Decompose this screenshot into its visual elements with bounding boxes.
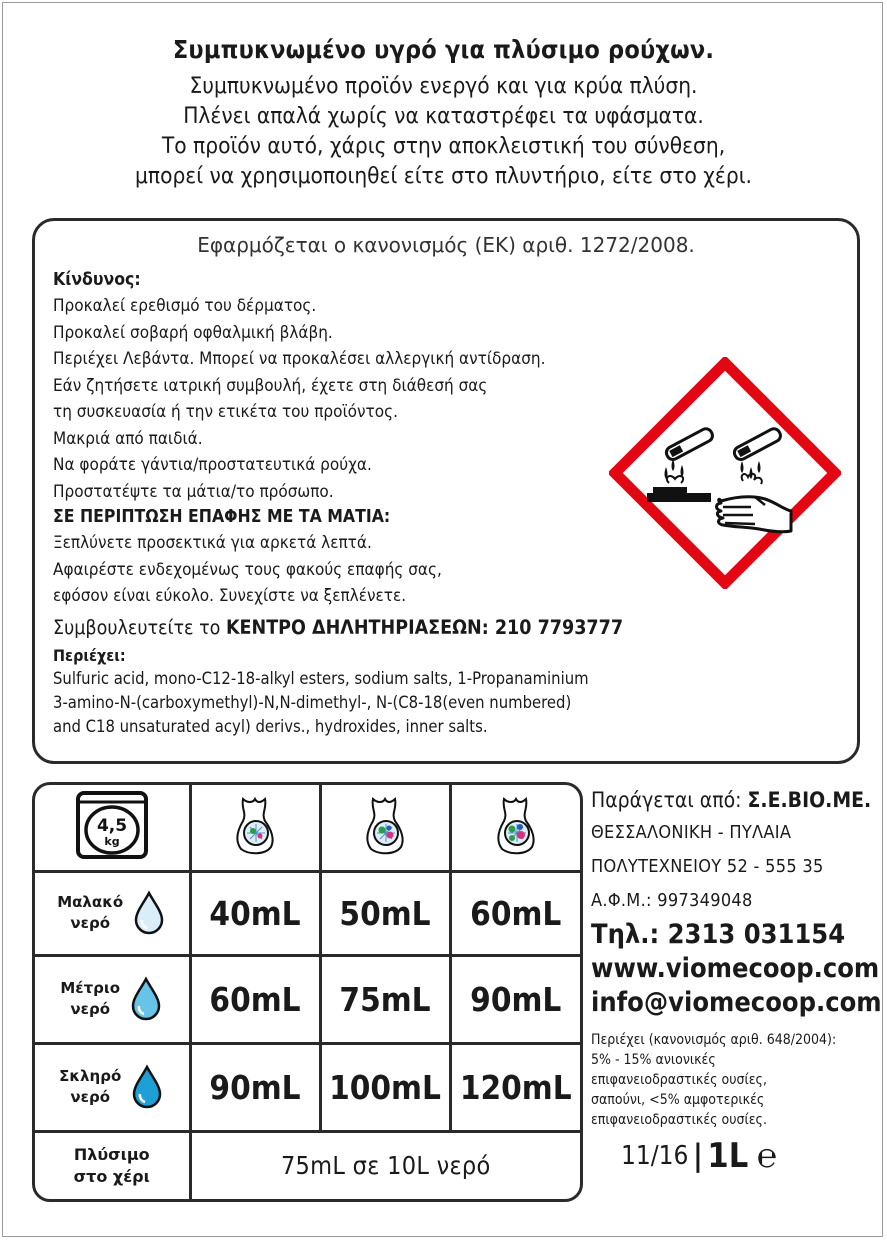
lot-number: 11/16	[621, 1141, 689, 1171]
water-type-label: Μέτριο νερό	[60, 979, 121, 1018]
manufacturer-phone: Τηλ.: 2313 031154	[591, 919, 846, 950]
table-row	[35, 871, 580, 955]
table-row	[35, 1131, 580, 1199]
lightly-soiled-icon	[231, 793, 279, 857]
separator: |	[692, 1138, 703, 1174]
load-value: 4,5	[96, 816, 127, 837]
product-title: Συμπυκνωμένο υγρό για πλύσιμο ρούχων.	[172, 35, 715, 64]
dose-cell: 60mL	[450, 871, 580, 955]
eye-contact-heading: ΣΕ ΠΕΡΙΠΤΩΣΗ ΕΠΑΦΗΣ ΜΕ ΤΑ ΜΑΤΙΑ:	[53, 507, 391, 527]
dose-cell: 120mL	[450, 1043, 580, 1131]
dose-cell: 40mL	[190, 871, 320, 955]
normally-soiled-icon	[361, 793, 409, 857]
ingredients-line: 3-amino-N-(carboxymethyl)-N,N-dimethyl-, N-(C8-18(even numbered)	[53, 692, 572, 712]
description-line: μπορεί να χρησιμοποιηθεί είτε στο πλυντήριο, είτε στο χέρι.	[135, 163, 752, 189]
regulation-text: Εφαρμόζεται ο κανονισμός (ΕΚ) αριθ. 1272/2008.	[197, 233, 695, 257]
estimated-sign-icon: ℮	[756, 1136, 778, 1176]
ingredients-line: and C18 unsaturated acyl) derivs., hydroxides, inner salts.	[53, 716, 488, 736]
soil-level-light	[190, 785, 320, 871]
description-line: Το προϊόν αυτό, χάρις στην αποκλειστική του σύνθεση,	[161, 133, 726, 159]
water-type-cell	[35, 955, 190, 1043]
manufacturer-afm: Α.Φ.Μ.: 997349048	[591, 890, 753, 911]
washing-load-icon	[74, 790, 150, 860]
dose-cell: 75mL	[320, 955, 450, 1043]
product-header	[0, 34, 887, 191]
hazard-line: τη συσκευασία ή την ετικέτα του προϊόντος.	[53, 402, 398, 422]
hazard-line: Να φοράτε γάντια/προστατευτικά ρούχα.	[53, 455, 372, 475]
soil-level-normal	[320, 785, 450, 871]
table-row	[35, 955, 580, 1043]
poison-center-line	[53, 613, 833, 643]
soft-water-drop-icon	[132, 890, 166, 936]
manufacturer-street: ΠΟΛΥΤΕΧΝΕΙΟΥ 52 - 555 35	[591, 856, 824, 877]
load-unit: kg	[104, 835, 120, 849]
manufacturer-line: Παράγεται από: Σ.Ε.ΒΙΟ.ΜΕ.	[591, 788, 872, 812]
water-type-label: Μαλακό νερό	[57, 893, 124, 932]
hazard-section	[32, 218, 860, 764]
corrosion-icon	[609, 357, 841, 589]
water-type-cell	[35, 871, 190, 955]
dose-cell: 90mL	[450, 955, 580, 1043]
eye-contact-line: εφόσον είναι εύκολο. Συνεχίστε να ξεπλένετε.	[53, 586, 407, 606]
poison-center-prefix: Συμβουλευτείτε το	[53, 615, 226, 639]
poison-center-number: ΚΕΝΤΡΟ ΔΗΛΗΤΗΡΙΑΣΕΩΝ: 210 7793777	[225, 615, 624, 639]
dose-cell: 100mL	[320, 1043, 450, 1131]
description-line: Πλένει απαλά χωρίς να καταστρέφει τα υφάσματα.	[183, 103, 704, 129]
danger-heading: Κίνδυνος:	[53, 270, 141, 290]
table-row	[35, 1043, 580, 1131]
dose-cell: 90mL	[190, 1043, 320, 1131]
hand-wash-dose-cell: 75mL σε 10L νερό	[190, 1131, 580, 1199]
manufacturer-email: info@viomecoop.com	[591, 987, 882, 1018]
lot-volume-line	[621, 1136, 881, 1176]
eye-contact-line: Αφαιρέστε ενδεχομένως τους φακούς επαφής σας,	[53, 559, 442, 580]
soil-level-heavy	[450, 785, 580, 871]
heavily-soiled-icon	[492, 793, 540, 857]
hand-wash-label-cell	[35, 1131, 190, 1199]
hazard-line: Προκαλεί ερεθισμό του δέρματος.	[53, 296, 317, 316]
manufacturer-info	[591, 784, 881, 1176]
medium-water-drop-icon	[129, 976, 163, 1022]
water-type-cell	[35, 1043, 190, 1131]
dose-cell: 50mL	[320, 871, 450, 955]
hazard-line: Εάν ζητήσετε ιατρική συμβουλή, έχετε στη διάθεσή σας	[53, 375, 488, 396]
hard-water-drop-icon	[130, 1064, 164, 1110]
eye-contact-line: Ξεπλύνετε προσεκτικά για αρκετά λεπτά.	[53, 533, 372, 553]
hazard-line: Προστατέψτε τα μάτια/το πρόσωπο.	[53, 481, 334, 502]
ingredients-line: Sulfuric acid, mono-C12-18-alkyl esters, sodium salts, 1-Propanaminium	[53, 668, 589, 688]
manufacturer-city: ΘΕΣΣΑΛΟΝΙΚΗ - ΠΥΛΑΙΑ	[591, 822, 792, 843]
volume: 1L	[707, 1136, 749, 1176]
hazard-line: Περιέχει Λεβάντα. Μπορεί να προκαλέσει αλλεργική αντίδραση.	[53, 349, 546, 369]
hazard-line: Μακριά από παιδιά.	[53, 428, 203, 449]
hazard-line: Προκαλεί σοβαρή οφθαλμική βλάβη.	[53, 322, 333, 343]
description-line: Συμπυκνωμένο προϊόν ενεργό και για κρύα πλύση.	[189, 73, 698, 99]
dosage-table	[35, 785, 580, 1199]
hand-wash-label: Πλύσιμο στο χέρι	[73, 1144, 150, 1186]
load-capacity-cell	[35, 785, 190, 871]
dose-cell: 60mL	[190, 955, 320, 1043]
composition-note: Περιέχει (κανονισμός αριθ. 648/2004): 5% - 15% ανιονικές επιφανειοδραστικές ουσίες, σαπούνι, <5% αμφοτερικές επιφανειοδραστικές ουσίες.	[591, 1032, 837, 1128]
water-type-label: Σκληρό νερό	[59, 1067, 122, 1106]
dosage-table-frame	[32, 782, 583, 1202]
table-row	[35, 785, 580, 871]
manufacturer-website: www.viomecoop.com	[591, 953, 880, 984]
contains-heading: Περιέχει:	[53, 645, 126, 665]
